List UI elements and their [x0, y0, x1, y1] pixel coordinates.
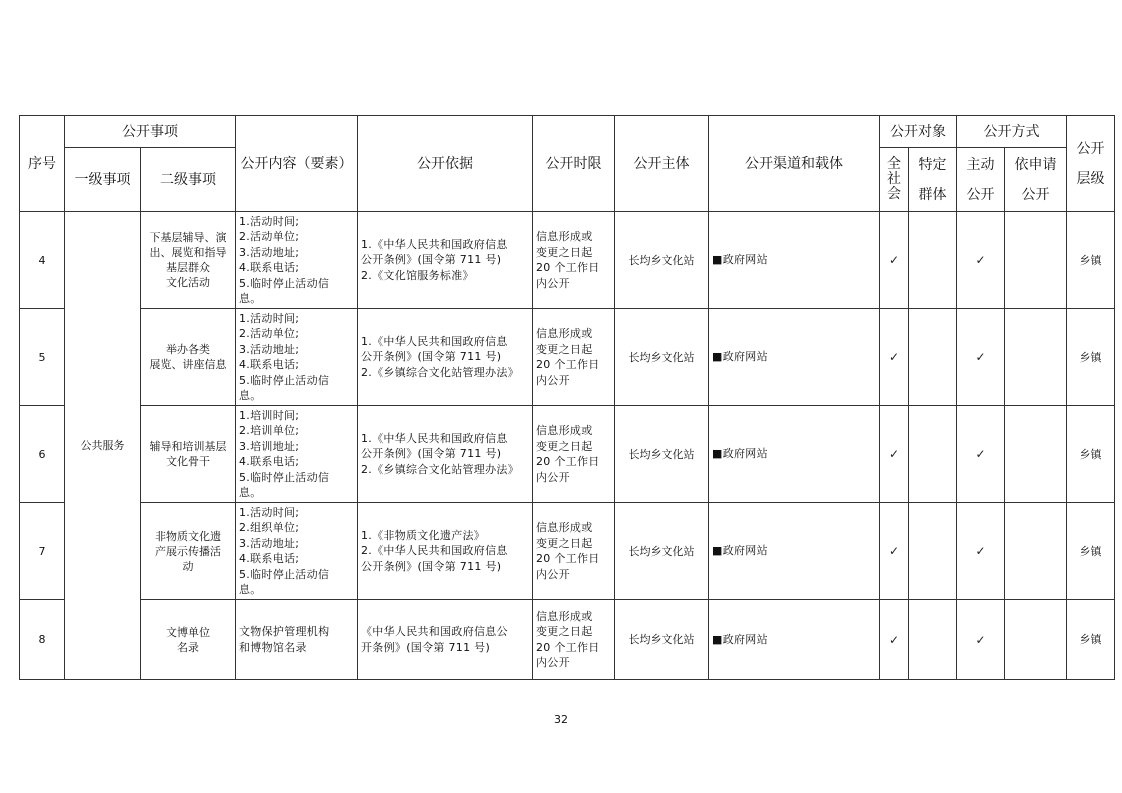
check-active: ✓	[957, 406, 1005, 503]
check-all-society: ✓	[880, 406, 909, 503]
header-subject: 公开主体	[615, 116, 709, 212]
disclosure-table	[19, 115, 1115, 680]
header-level: 公开 层级	[1067, 116, 1115, 212]
row-seq: 6	[20, 406, 65, 503]
check-active: ✓	[957, 503, 1005, 600]
row-seq: 4	[20, 212, 65, 309]
cell-on-request	[1005, 406, 1067, 503]
row-content: 1.活动时间; 2.组织单位; 3.活动地址; 4.联系电话; 5.临时停止活动信 息。	[236, 503, 358, 600]
header-target-all: 全社会	[880, 148, 909, 212]
check-all-society: ✓	[880, 212, 909, 309]
cell-specific-group	[909, 600, 957, 680]
row-level: 乡镇	[1067, 406, 1115, 503]
cell-on-request	[1005, 503, 1067, 600]
header-mode-active: 主动 公开	[957, 148, 1005, 212]
header-items: 公开事项	[65, 116, 236, 148]
row-level2: 下基层辅导、演 出、展览和指导 基层群众 文化活动	[141, 212, 236, 309]
cell-on-request	[1005, 600, 1067, 680]
header-seq: 序号	[20, 116, 65, 212]
row-time: 信息形成或 变更之日起 20 个工作日 内公开	[533, 600, 615, 680]
row-seq: 8	[20, 600, 65, 680]
cell-on-request	[1005, 309, 1067, 406]
cell-specific-group	[909, 406, 957, 503]
level1-item: 公共服务	[65, 212, 141, 680]
row-basis: 1.《中华人民共和国政府信息 公开条例》(国令第 711 号) 2.《乡镇综合文化站管理办法》	[358, 406, 533, 503]
row-content: 1.培训时间; 2.培训单位; 3.培训地址; 4.联系电话; 5.临时停止活动信 息。	[236, 406, 358, 503]
row-content: 1.活动时间; 2.活动单位; 3.活动地址; 4.联系电话; 5.临时停止活动信 息。	[236, 309, 358, 406]
table-row	[20, 503, 1115, 600]
header-row-1	[20, 116, 1115, 148]
header-mode-request: 依申请 公开	[1005, 148, 1067, 212]
row-channel: ■政府网站	[709, 600, 880, 680]
row-time: 信息形成或 变更之日起 20 个工作日 内公开	[533, 212, 615, 309]
row-channel: ■政府网站	[709, 406, 880, 503]
header-basis: 公开依据	[358, 116, 533, 212]
row-basis: 1.《中华人民共和国政府信息 公开条例》(国令第 711 号) 2.《文化馆服务标准》	[358, 212, 533, 309]
header-channel: 公开渠道和载体	[709, 116, 880, 212]
header-target-specific: 特定 群体	[909, 148, 957, 212]
header-target: 公开对象	[880, 116, 957, 148]
row-basis: 《中华人民共和国政府信息公 开条例》(国令第 711 号)	[358, 600, 533, 680]
row-level: 乡镇	[1067, 309, 1115, 406]
row-level2: 文博单位 名录	[141, 600, 236, 680]
row-level: 乡镇	[1067, 503, 1115, 600]
row-level2: 辅导和培训基层 文化骨干	[141, 406, 236, 503]
row-time: 信息形成或 变更之日起 20 个工作日 内公开	[533, 309, 615, 406]
row-level: 乡镇	[1067, 600, 1115, 680]
row-content: 1.活动时间; 2.活动单位; 3.活动地址; 4.联系电话; 5.临时停止活动信 息。	[236, 212, 358, 309]
row-seq: 7	[20, 503, 65, 600]
header-level1: 一级事项	[65, 148, 141, 212]
table-row	[20, 212, 1115, 309]
row-time: 信息形成或 变更之日起 20 个工作日 内公开	[533, 503, 615, 600]
header-level2: 二级事项	[141, 148, 236, 212]
row-subject: 长均乡文化站	[615, 503, 709, 600]
check-active: ✓	[957, 600, 1005, 680]
header-content: 公开内容（要素）	[236, 116, 358, 212]
row-content: 文物保护管理机构 和博物馆名录	[236, 600, 358, 680]
table-row	[20, 309, 1115, 406]
check-all-society: ✓	[880, 600, 909, 680]
row-subject: 长均乡文化站	[615, 406, 709, 503]
cell-on-request	[1005, 212, 1067, 309]
row-channel: ■政府网站	[709, 212, 880, 309]
row-time: 信息形成或 变更之日起 20 个工作日 内公开	[533, 406, 615, 503]
row-basis: 1.《中华人民共和国政府信息 公开条例》(国令第 711 号) 2.《乡镇综合文化站管理办法》	[358, 309, 533, 406]
cell-specific-group	[909, 212, 957, 309]
row-level2: 举办各类 展览、讲座信息	[141, 309, 236, 406]
check-active: ✓	[957, 309, 1005, 406]
cell-specific-group	[909, 309, 957, 406]
row-subject: 长均乡文化站	[615, 212, 709, 309]
page-number: 32	[554, 713, 568, 726]
cell-specific-group	[909, 503, 957, 600]
table-row	[20, 600, 1115, 680]
check-all-society: ✓	[880, 309, 909, 406]
row-basis: 1.《非物质文化遗产法》 2.《中华人民共和国政府信息 公开条例》(国令第 711 号)	[358, 503, 533, 600]
row-level: 乡镇	[1067, 212, 1115, 309]
row-seq: 5	[20, 309, 65, 406]
table-row	[20, 406, 1115, 503]
header-mode: 公开方式	[957, 116, 1067, 148]
check-active: ✓	[957, 212, 1005, 309]
row-level2: 非物质文化遗 产展示传播活 动	[141, 503, 236, 600]
row-channel: ■政府网站	[709, 309, 880, 406]
row-subject: 长均乡文化站	[615, 309, 709, 406]
row-subject: 长均乡文化站	[615, 600, 709, 680]
header-time: 公开时限	[533, 116, 615, 212]
row-channel: ■政府网站	[709, 503, 880, 600]
check-all-society: ✓	[880, 503, 909, 600]
